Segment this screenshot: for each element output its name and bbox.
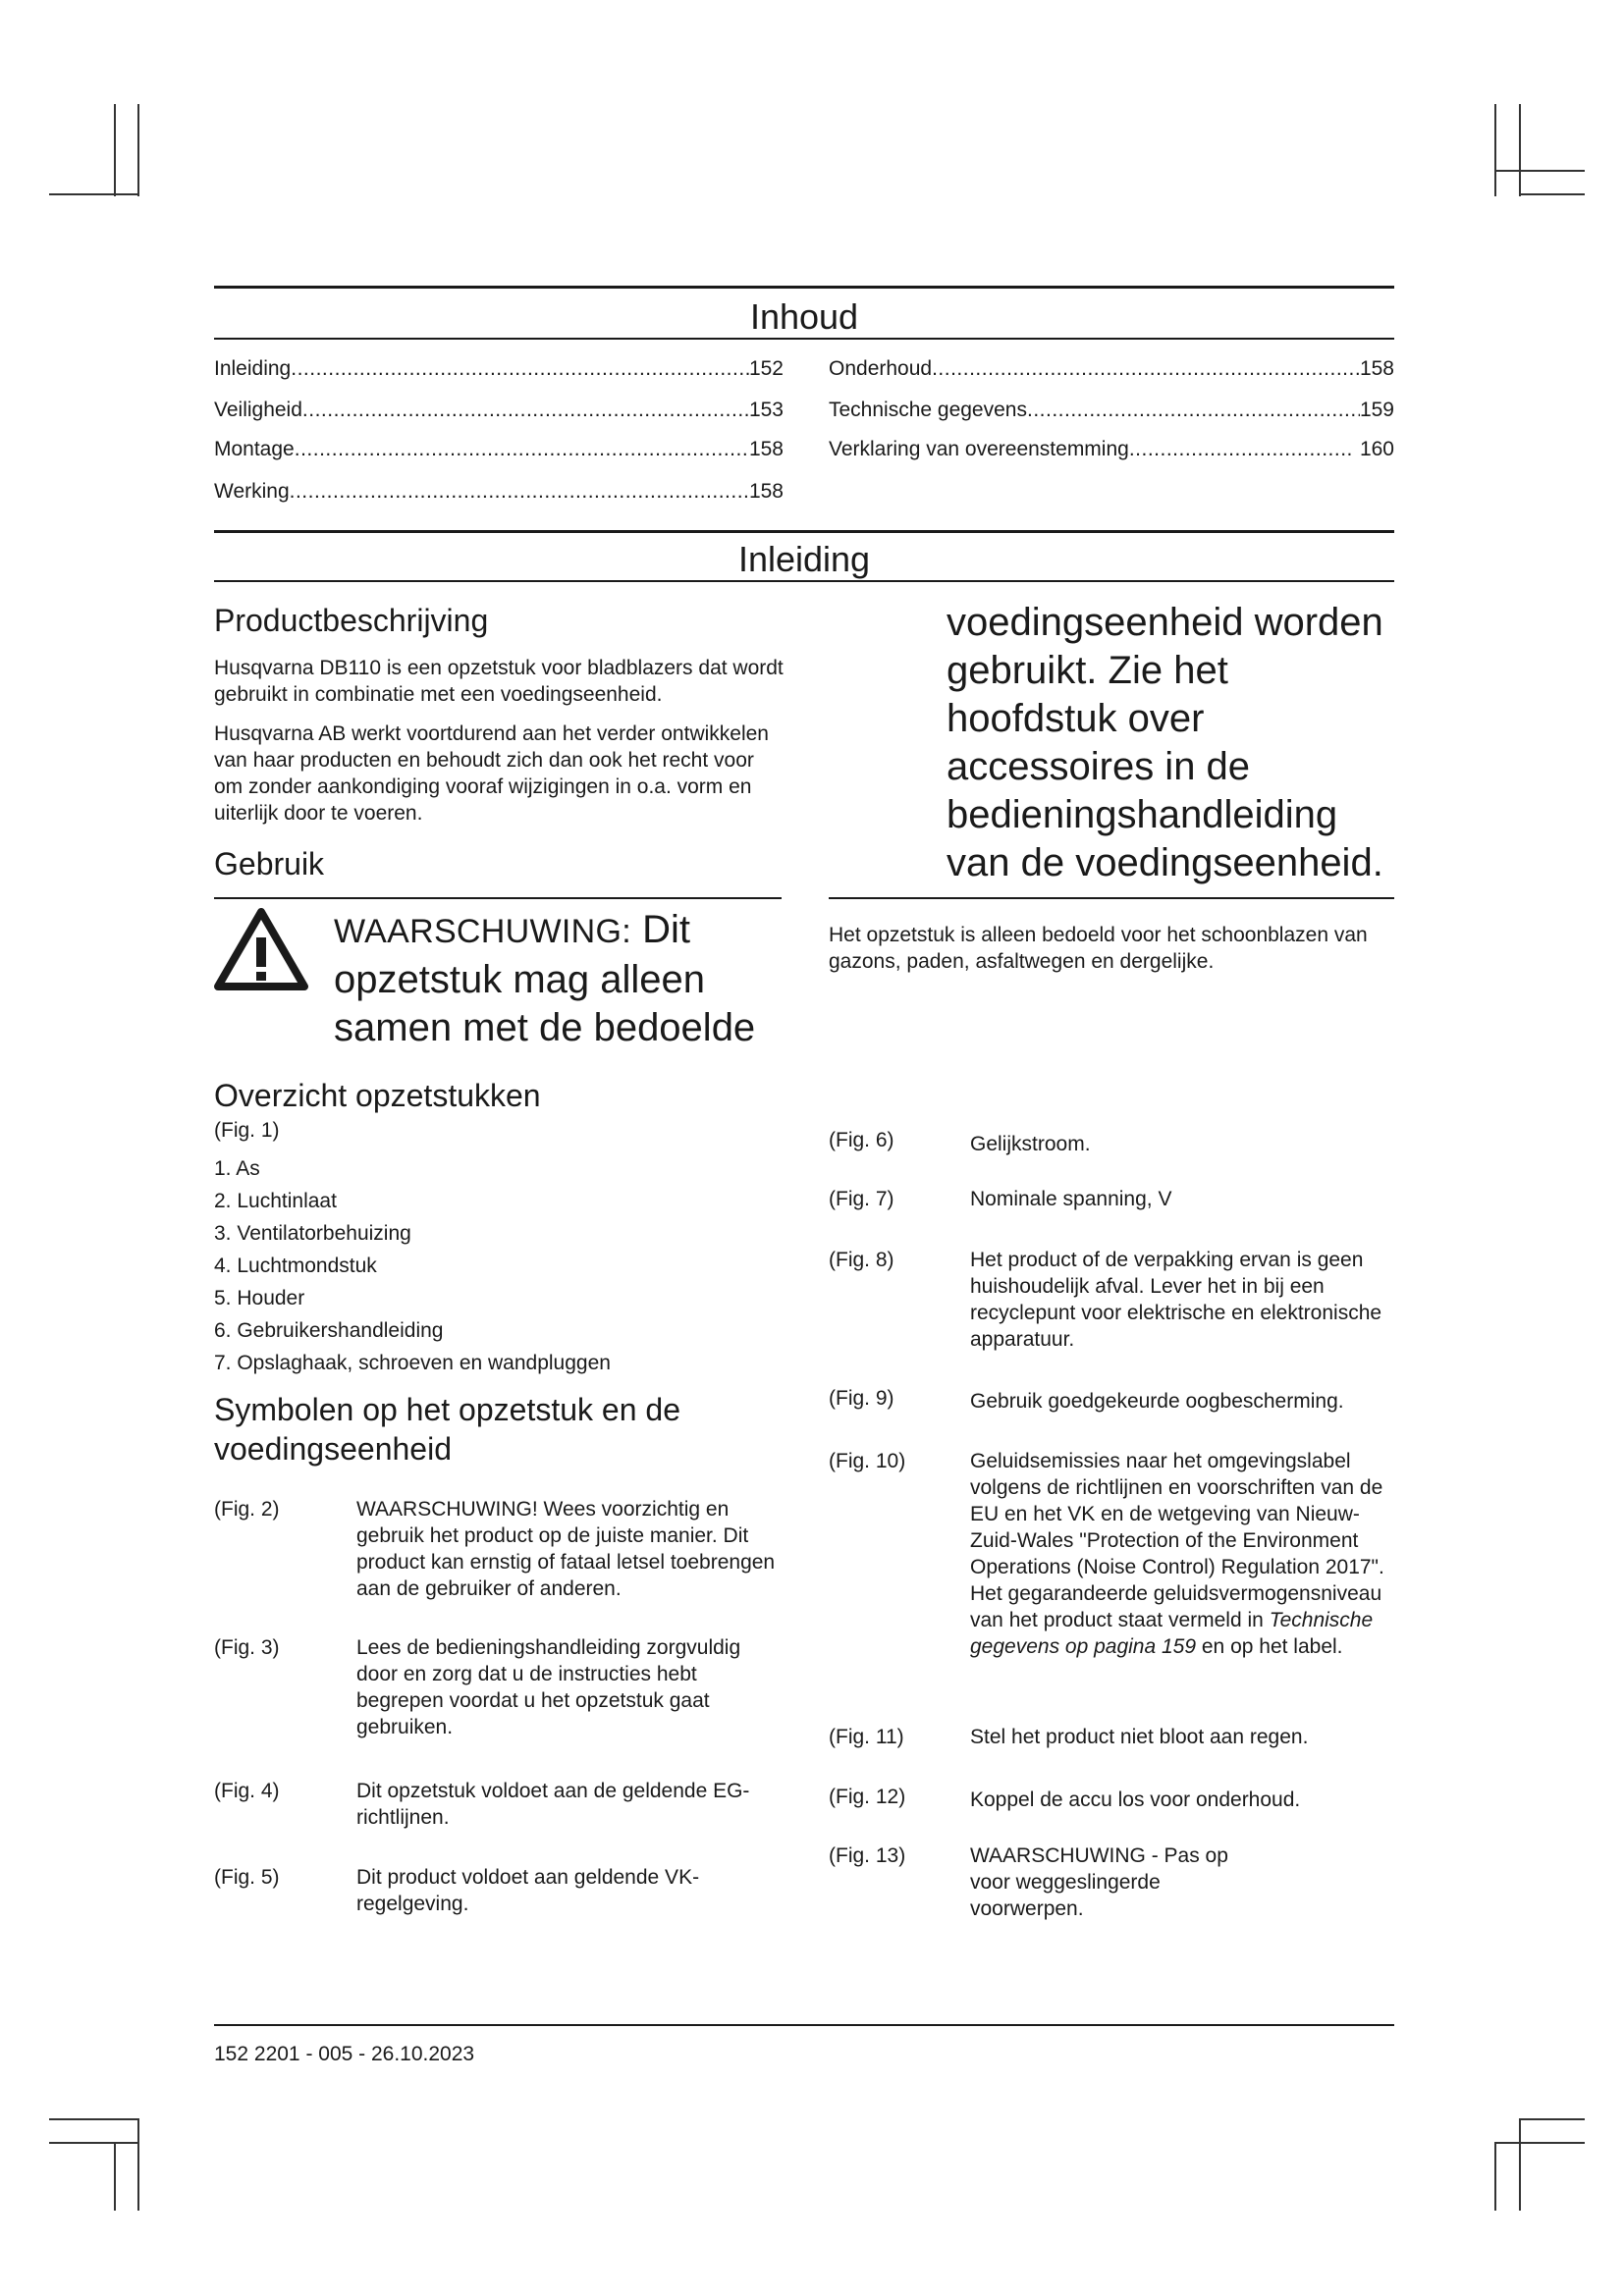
list-item: 4. Luchtmondstuk (214, 1255, 377, 1277)
list-item: 5. Houder (214, 1287, 305, 1309)
toc-entry[interactable]: Onderhoud ..... 158 (829, 356, 1394, 382)
intro-top-rule (214, 530, 1394, 533)
product-paragraph-1: Husqvarna DB110 is een opzetstuk voor bladblazers dat wordt gebruikt in combinatie met een voedingseenheid. (214, 657, 784, 706)
toc-top-rule (214, 286, 1394, 289)
document-id: 2201 - 005 - 26.10.2023 (253, 2043, 475, 2065)
list-item: 3. Ventilatorbehuizing (214, 1222, 411, 1245)
list-item: 1. As (214, 1157, 260, 1180)
use-heading: Gebruik (214, 846, 325, 881)
product-paragraph-2: Husqvarna AB werkt voortdurend aan het verder ontwikkelen van haar producten en behoudt zich dan ook het recht voor om zonder aankondiging vooraf wijzigingen in o.a. vorm en uiterlijk door te voeren. (214, 722, 769, 825)
product-heading: Productbeschrijving (214, 603, 489, 638)
toc-title: Inhoud (749, 296, 859, 337)
footer-rule (214, 2024, 1394, 2026)
toc-entry[interactable]: Technische gegevens ..... 159 (829, 398, 1394, 423)
overview-heading: Overzicht opzetstukken (214, 1078, 541, 1113)
toc-entry[interactable]: Veiligheid ..... 153 (214, 398, 784, 423)
page-number: 152 (214, 2043, 249, 2065)
overview-fig-ref: (Fig. 1) (214, 1119, 280, 1142)
list-item: 6. Gebruikershandleiding (214, 1319, 444, 1342)
footer (214, 2041, 474, 2067)
toc-entry[interactable]: Montage ..... 158 (214, 437, 784, 462)
warning-text-right: voedingseenheid worden gebruikt. Zie het hoofdstuk over accessoires in de bedieningshandleiding van de voedingseenheid. (947, 601, 1383, 884)
list-item: 7. Opslaghaak, schroeven en wandpluggen (214, 1352, 611, 1374)
intro-title: Inleiding (737, 539, 871, 579)
toc-entry[interactable]: Werking ..... 158 (214, 479, 784, 505)
warning-bottom-rule (829, 897, 1394, 899)
list-item: 2. Luchtinlaat (214, 1190, 337, 1212)
toc-bottom-rule (214, 338, 1394, 340)
symbols-heading: Symbolen op het opzetstuk en de voedingseenheid (214, 1392, 680, 1467)
toc-entry[interactable]: Verklaring van overeenstemming ..... 160 (829, 437, 1394, 462)
overview-list (214, 1155, 784, 1382)
use-paragraph: Het opzetstuk is alleen bedoeld voor het schoonblazen van gazons, paden, asfaltwegen en dergelijke. (829, 924, 1368, 973)
warning-top-rule (214, 897, 782, 899)
intro-bottom-rule (214, 580, 1394, 582)
cross-reference-link[interactable]: Technische gegevens op pagina 159 (970, 1609, 1374, 1658)
toc-entry[interactable]: Inleiding ..... 152 (214, 356, 784, 382)
warning-icon (214, 908, 308, 992)
warning-text-left: WAARSCHUWING: Dit opzetstuk mag alleen samen met de bedoelde (334, 908, 756, 1049)
